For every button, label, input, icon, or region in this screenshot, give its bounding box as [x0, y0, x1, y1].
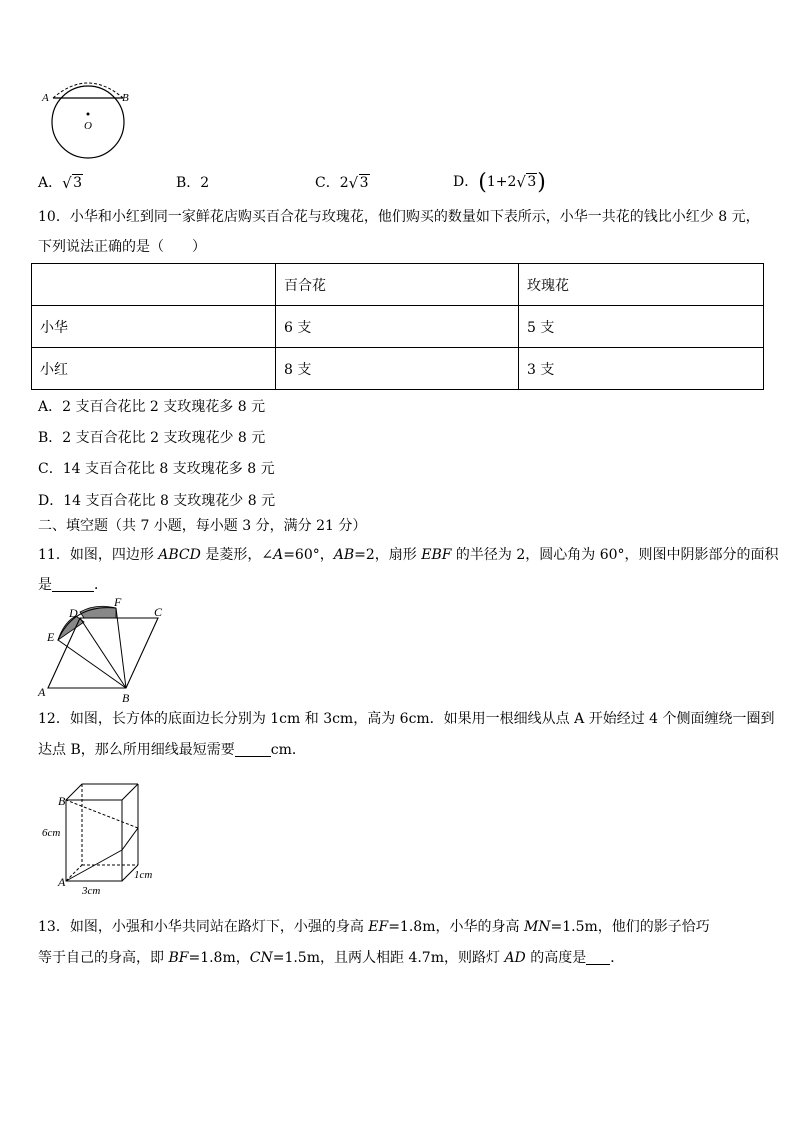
q11-ab: AB — [333, 547, 355, 563]
q9-option-b[interactable] — [176, 172, 209, 192]
q11-segment-be — [58, 640, 126, 688]
q12-label-height: 6cm — [42, 827, 61, 839]
q9-option-c-value: 3 — [359, 175, 369, 191]
q11-text-3: =60°， — [283, 547, 334, 563]
q10-stem-line2: 下列说法正确的是（ ） — [38, 239, 206, 255]
q13-bf: BF — [168, 950, 189, 966]
q9-option-a-sqrt: √ 3 — [62, 174, 83, 192]
q11-stem-line2 — [38, 575, 108, 595]
q9-option-d-lparen: ( — [478, 170, 487, 195]
q11-line2-post: ． — [94, 577, 108, 593]
q11-text-2: 是菱形，∠ — [200, 547, 274, 563]
q11-text-5: 的半径为 2，圆心角为 60°，则图中阴影部分的面积 — [451, 547, 779, 563]
q9-circle-figure — [38, 82, 138, 162]
q11-label-a: A — [38, 685, 46, 699]
q10-option-d[interactable]: D．14 支百合花比 8 支玫瑰花少 8 元 — [38, 493, 276, 509]
q9-option-c-coef: 2 — [339, 175, 349, 191]
table-header-cell: 玫瑰花 — [519, 264, 764, 306]
q12-string-path-2 — [122, 828, 138, 850]
q13-text-6: =1.5m，且两人相距 4.7m，则路灯 — [272, 950, 505, 966]
q10-option-a[interactable]: A．2 支百合花比 2 支玫瑰花多 8 元 — [38, 399, 266, 415]
q12-label-width: 3cm — [82, 885, 101, 897]
table-cell: 5 支 — [519, 306, 764, 348]
q10-option-b[interactable]: B．2 支百合花比 2 支玫瑰花少 8 元 — [38, 430, 266, 446]
q11-rhombus-figure — [34, 596, 174, 704]
q9-option-d-pre: 1+2 — [486, 174, 517, 190]
q11-angle-a: A — [273, 547, 284, 563]
q11-label-e: E — [47, 630, 55, 644]
q13-answer-blank[interactable] — [586, 950, 610, 965]
q11-label-d: D — [69, 606, 78, 620]
q9-option-c-sqrt: √ 3 — [348, 174, 369, 192]
q12-answer-blank[interactable] — [235, 742, 271, 757]
q12-front-face — [66, 800, 122, 881]
q12-label-depth: 1cm — [134, 869, 153, 881]
table-row — [32, 348, 764, 390]
q11-ebf: EBF — [421, 547, 452, 563]
table-row — [32, 306, 764, 348]
q11-segment-bd — [80, 618, 126, 688]
table-header-cell: 百合花 — [276, 264, 519, 306]
q12-string-path-3 — [66, 800, 138, 828]
table-cell: 小华 — [32, 306, 276, 348]
q12-label-b: B — [58, 794, 66, 808]
q11-label-b: B — [122, 691, 130, 704]
q12-stem-line1: 12．如图，长方体的底面边长分别为 1cm 和 3cm，高为 6cm．如果用一根细线从点 A 开始经过 4 个侧面缠绕一圈到 — [38, 711, 775, 727]
table-cell: 3 支 — [519, 348, 764, 390]
table-header-row — [32, 264, 764, 306]
q13-text-4: 等于自己的身高，即 — [38, 950, 169, 966]
q13-text-5: =1.8m， — [188, 950, 250, 966]
section-heading-fill-blank: 二、填空题（共 7 小题，每小题 3 分，满分 21 分） — [38, 518, 367, 534]
q13-ef: EF — [368, 919, 389, 935]
q9-label-o: O — [84, 120, 92, 132]
q10-option-c[interactable]: C．14 支百合花比 8 支玫瑰花多 8 元 — [38, 461, 275, 477]
q13-text-8: ． — [610, 950, 625, 966]
q9-option-b-value: 2 — [200, 175, 210, 191]
q11-line2-pre: 是 — [38, 577, 52, 593]
q9-option-a[interactable] — [38, 172, 83, 192]
table-header-cell — [32, 264, 276, 306]
q9-option-b-letter: B． — [176, 175, 201, 191]
q13-stem-line1 — [38, 917, 710, 937]
q11-text-4: =2，扇形 — [354, 547, 422, 563]
q9-option-c-letter: C． — [315, 175, 340, 191]
table-cell: 8 支 — [276, 348, 519, 390]
q13-ad: AD — [504, 950, 526, 966]
q13-stem-line2 — [38, 948, 624, 968]
table-cell: 6 支 — [276, 306, 519, 348]
q13-text-1: 13．如图，小强和小华共同站在路灯下，小强的身高 — [38, 919, 369, 935]
q9-option-c[interactable] — [315, 172, 370, 192]
q10-stem-line1: 10．小华和小红到同一家鲜花店购买百合花与玫瑰花，他们购买的数量如下表所示，小华一共花的钱比小红少 8 元， — [38, 209, 760, 225]
q11-abcd: ABCD — [158, 547, 201, 563]
q9-option-a-value: 3 — [73, 175, 83, 191]
q11-segment-bf — [116, 608, 126, 688]
q9-option-d-rparen: ) — [537, 170, 546, 195]
q11-stem-line1 — [38, 545, 779, 565]
q12-cuboid-figure — [40, 778, 170, 898]
q11-answer-blank[interactable] — [52, 577, 94, 592]
q9-label-b: B — [122, 92, 129, 104]
table-cell: 小红 — [32, 348, 276, 390]
q9-center-dot — [87, 113, 90, 116]
q12-line2-post: cm． — [270, 742, 306, 758]
q9-option-d-sqrt: √ 3 — [516, 173, 537, 191]
q9-option-a-letter: A． — [38, 175, 63, 191]
q11-text-1: 11．如图，四边形 — [38, 547, 159, 563]
q12-edge-top-left — [66, 784, 82, 800]
q10-table — [31, 263, 764, 390]
q12-label-a: A — [58, 875, 66, 889]
q11-label-f: F — [114, 596, 122, 609]
q13-cn: CN — [249, 950, 273, 966]
q9-option-d-letter: D． — [453, 174, 479, 190]
q13-text-2: =1.8m，小华的身高 — [388, 919, 524, 935]
q9-option-d[interactable] — [453, 170, 546, 195]
q12-stem-line2 — [38, 740, 306, 760]
q13-mn: MN — [523, 919, 551, 935]
q13-text-3: =1.5m，他们的影子恰巧 — [550, 919, 710, 935]
q9-label-a: A — [42, 92, 49, 104]
q12-edge-top-right — [122, 784, 138, 800]
q12-line2-pre: 达点 B，那么所用细线最短需要 — [38, 742, 235, 758]
q11-label-c: C — [154, 605, 163, 619]
q13-text-7: 的高度是 — [525, 950, 587, 966]
q9-option-d-value: 3 — [527, 174, 537, 190]
